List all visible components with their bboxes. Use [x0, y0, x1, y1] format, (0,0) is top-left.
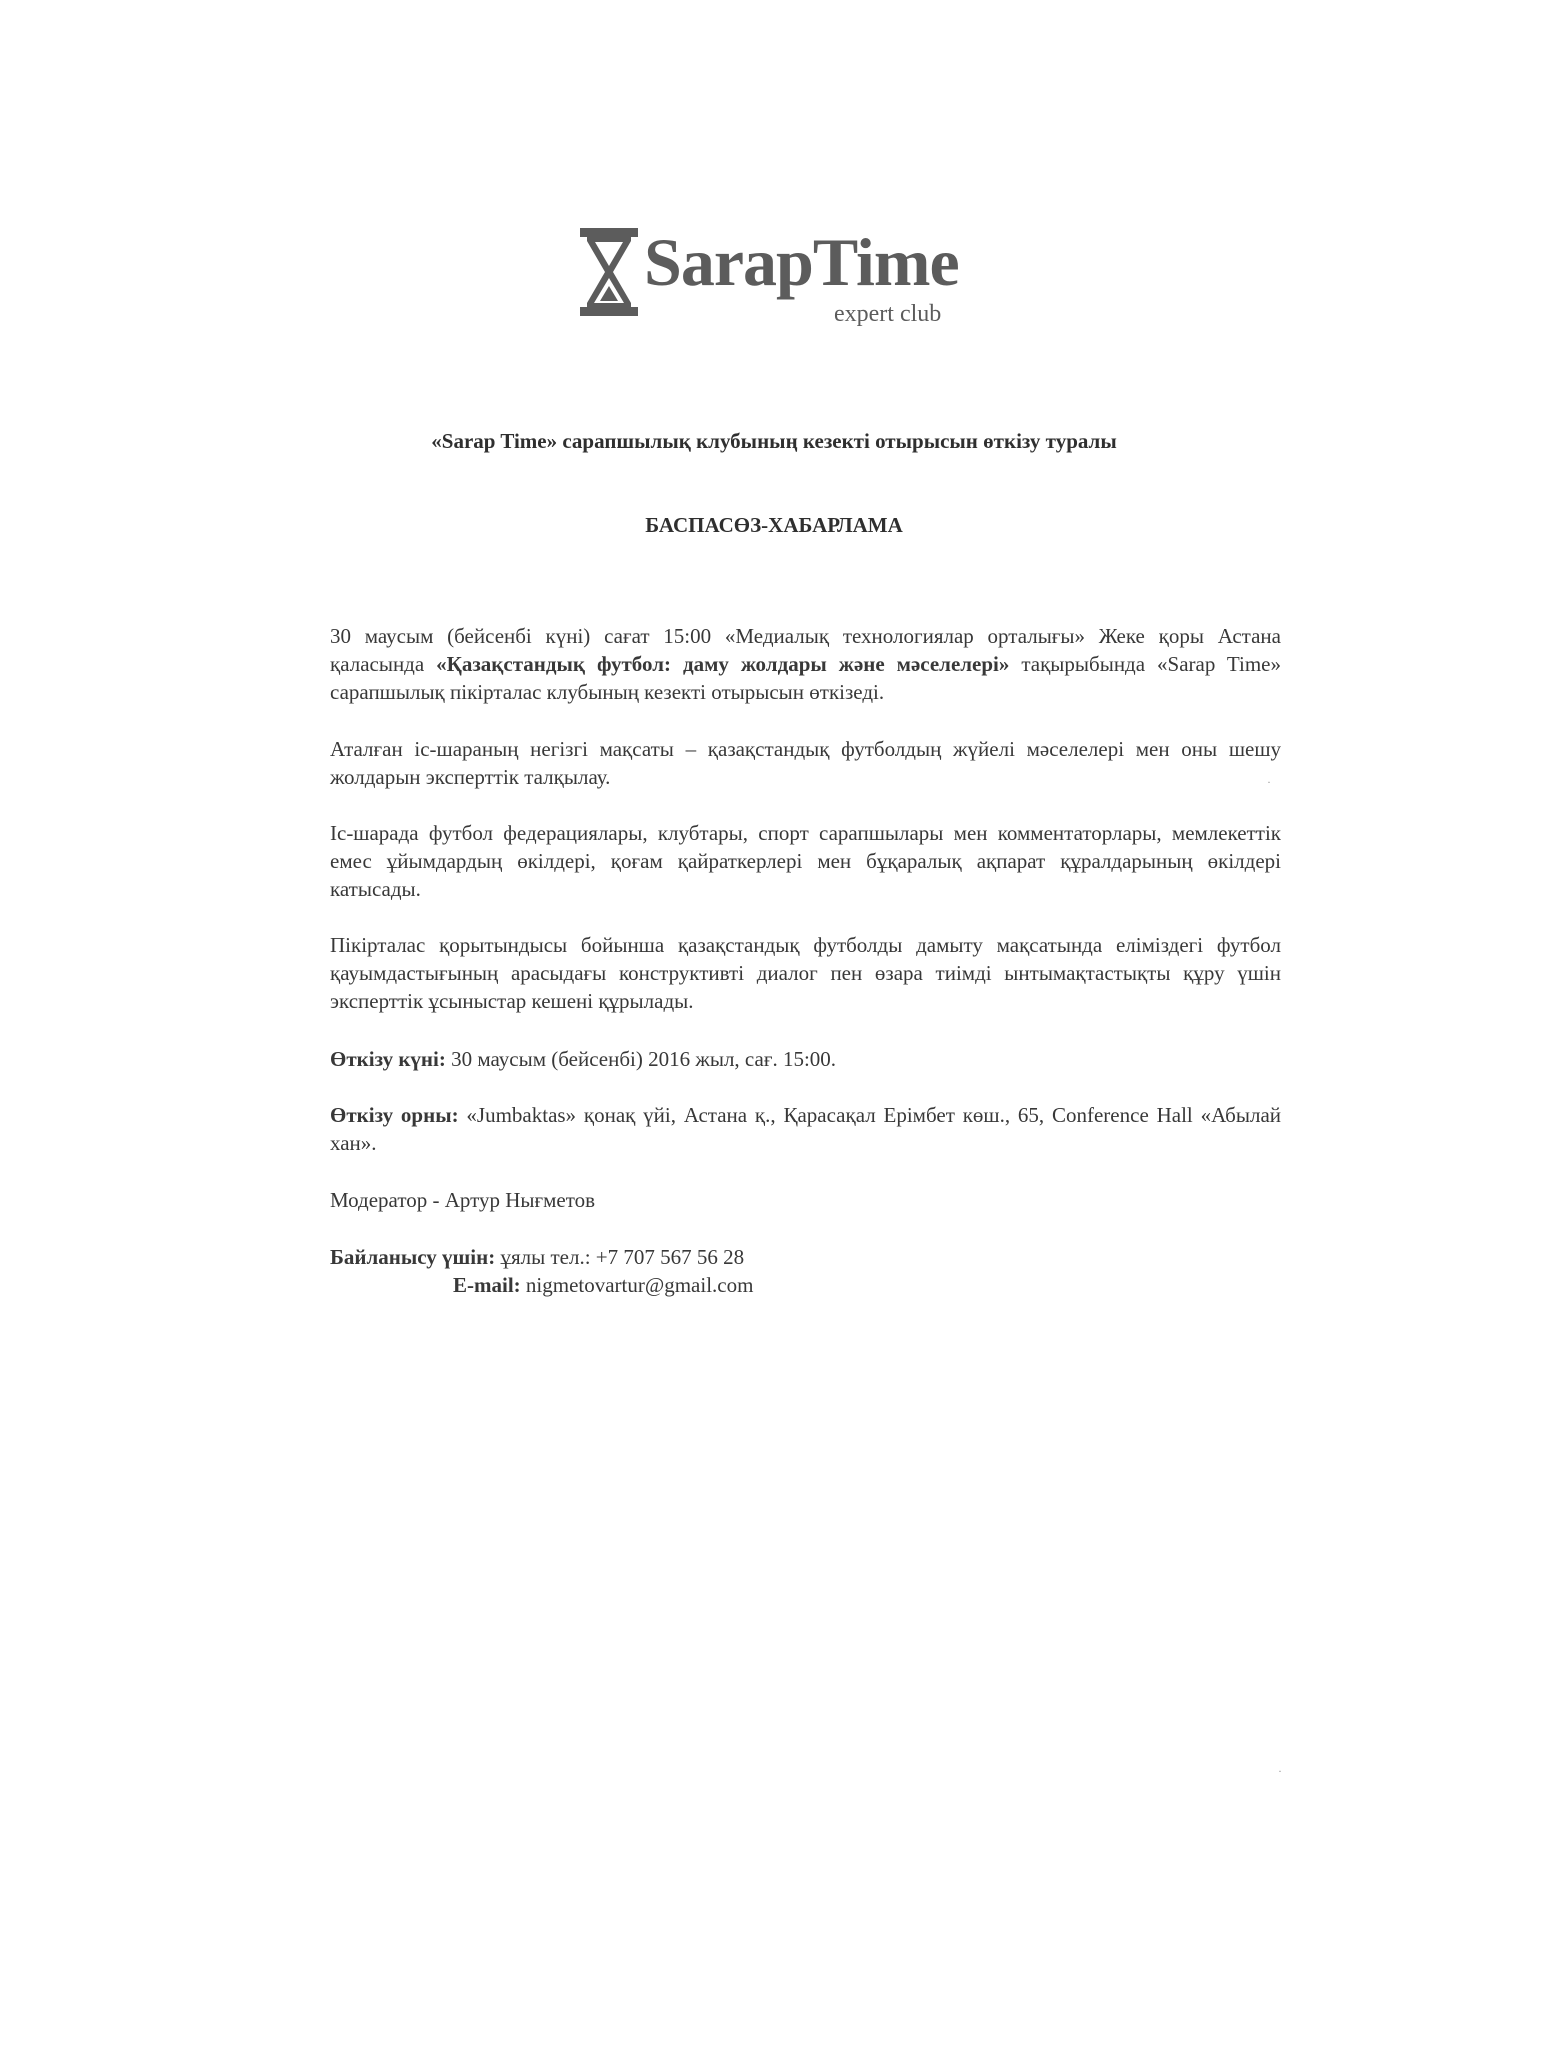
announcement-topic: «Қазақстандық футбол: даму жолдары және мәселелері»	[436, 652, 1010, 676]
contact-email-label: E-mail:	[453, 1273, 521, 1297]
logo-tagline: expert club	[834, 301, 942, 327]
event-date	[330, 1045, 1281, 1073]
event-venue-label: Өткізу орны:	[330, 1103, 459, 1127]
event-date-value: 30 маусым (бейсенбі) 2016 жыл, сағ. 15:00.	[445, 1047, 837, 1071]
event-date-label: Өткізу күні:	[330, 1047, 446, 1071]
hourglass-icon	[580, 228, 638, 316]
scan-speck: ·	[1267, 775, 1271, 789]
paragraph-goal: Аталған іс-шараның негізгі мақсаты – қазақстандық футболдың жүйелі мәселелері мен оны шешу жолдарын эксперттік талқылау.	[330, 737, 1281, 789]
announcement-outro: тақырыбында «Sarap Time» сарапшылық пікірталас клубының кезекті отырысын өткізеді.	[330, 652, 1281, 704]
scan-speck: ·	[1278, 1764, 1282, 1778]
document-subtitle: «Sarap Time» сарапшылық клубының кезекті отырысын өткізу туралы	[431, 429, 1117, 453]
document-title: БАСПАСӨЗ-ХАБАРЛАМА	[645, 513, 903, 537]
contact-phone-value: ұялы тел.: +7 707 567 56 28	[495, 1245, 745, 1269]
paragraph-participants: Іс-шарада футбол федерациялары, клубтары, спорт сарапшылары мен комментаторлары, мемлекеттік емес ұйымдардың өкілдері, қоғам қайраткерлері мен бұқаралық ақпарат құралдарының өкілдері катысады.	[330, 821, 1281, 901]
contact-label: Байланысу үшін:	[330, 1245, 496, 1269]
announcement-intro: 30 маусым (бейсенбі күні) сағат 15:00 «Медиалық технологиялар орталығы» Жеке қоры Астана қаласында	[330, 624, 1281, 676]
contact-email-value: nigmetovartur@gmail.com	[520, 1273, 754, 1297]
event-venue	[330, 1101, 1281, 1157]
paragraph-announcement	[330, 622, 1281, 706]
contact-phone	[330, 1243, 1281, 1271]
sarap-time-logo	[580, 222, 1000, 332]
event-venue-value: «Jumbaktas» қонақ үйі, Астана қ., Қарасақал Ерімбет көш., 65, Conference Hall «Абылай хан».	[330, 1103, 1282, 1155]
logo-wordmark: SarapTime	[644, 224, 959, 300]
contact-email	[453, 1271, 1053, 1299]
paragraph-outcome: Пікірталас қорытындысы бойынша қазақстандық футболды дамыту мақсатында еліміздегі футбол қауымдастығының арасыдағы конструктивті диалог пен өзара тиімді ынтымақтастықты құру үшін эксперттік ұсыныстар кешені құрылады.	[330, 933, 1281, 1013]
moderator: Модератор - Артур Нығметов	[330, 1188, 596, 1212]
